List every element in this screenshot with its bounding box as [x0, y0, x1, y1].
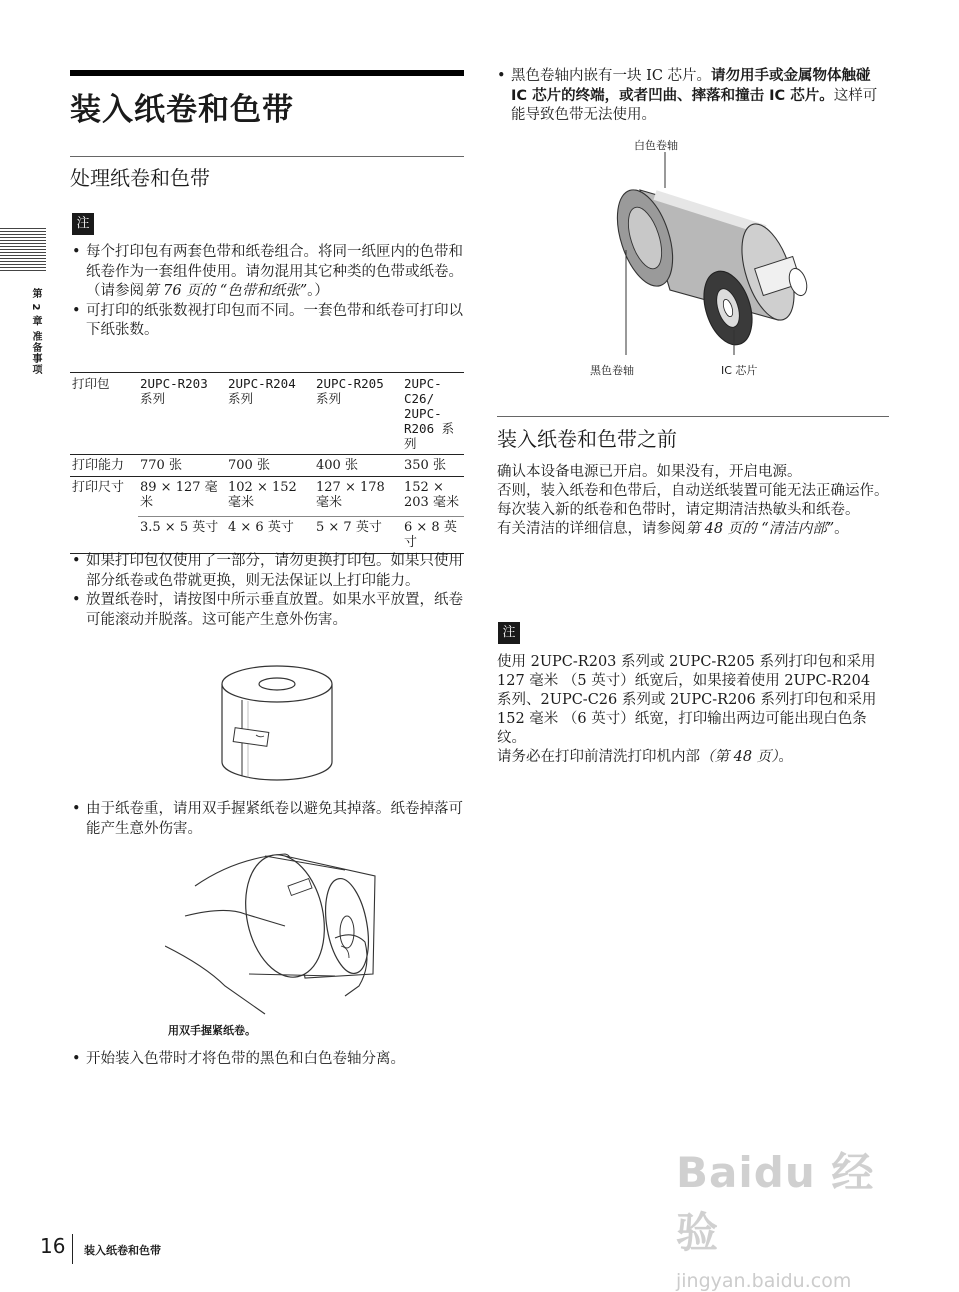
caution-list	[70, 552, 464, 630]
paragraph	[497, 748, 889, 767]
table-cell: 770 张	[140, 458, 182, 473]
chapter-tab-lines	[0, 228, 46, 272]
label-ic-chip: IC 芯片	[721, 364, 758, 377]
cross-reference-link[interactable]: 第 76 页的 “色带和纸张”	[144, 283, 308, 299]
section-rule	[70, 156, 464, 157]
list-item-text: 这样可能导致色带无法使用。	[511, 87, 878, 123]
table-row	[70, 477, 464, 517]
section-rule	[497, 416, 889, 417]
note-badge: 注	[498, 622, 520, 644]
table-header: 2UPC-R203 系列	[140, 376, 208, 406]
hands-holding-roll-illustration	[165, 846, 385, 1016]
paragraph: 每次装入新的纸卷和色带时，请定期清洁热敏头和纸卷。	[497, 502, 860, 518]
page-number: 16	[40, 1234, 66, 1258]
table-cell: 3.5 × 5 英寸	[138, 517, 226, 554]
table-header: 2UPC-R205 系列	[316, 376, 384, 406]
list-item	[70, 302, 464, 341]
section-heading: 处理纸卷和色带	[70, 166, 210, 190]
ic-chip-list	[495, 67, 891, 126]
watermark-url: jingyan.baidu.com	[676, 1270, 852, 1292]
note-list	[70, 243, 464, 341]
footer-title: 装入纸卷和色带	[84, 1244, 161, 1257]
table-header: 2UPC-C26/ 2UPC-R206 系列	[404, 376, 455, 451]
table-cell: 700 张	[228, 458, 270, 473]
table-cell: 400 张	[316, 458, 358, 473]
footer-divider	[72, 1234, 73, 1264]
list-item	[495, 67, 891, 126]
page-title: 装入纸卷和色带	[70, 92, 294, 128]
table-header: 打印包	[72, 376, 110, 391]
list-item	[70, 243, 464, 302]
caution-list	[70, 800, 464, 839]
cross-reference-link[interactable]: （第 48 页）	[700, 749, 779, 765]
table-cell: 4 × 6 英寸	[226, 517, 314, 554]
cross-reference-link[interactable]: 第 48 页的 “清洁内部”	[685, 521, 835, 537]
list-item: • 放置纸卷时，请按图中所示垂直放置。如果水平放置，纸卷可能滚动并脱落。这可能产生意外伤害。	[70, 591, 464, 630]
baidu-watermark	[676, 1140, 916, 1292]
paragraph-text: 。	[834, 521, 849, 537]
paragraph-text: 有关清洁的详细信息，请参阅	[497, 521, 686, 537]
paragraph-text: 请务必在打印前清洗打印机内部	[497, 749, 700, 765]
table-header-row	[70, 373, 464, 455]
paragraph	[497, 520, 889, 539]
list-item-tail: 。）	[307, 283, 329, 299]
table-cell: 6 × 8 英寸	[402, 517, 464, 554]
table-cell: 打印能力	[72, 458, 125, 473]
warning-text: 请勿用手或金属物体触碰 IC 芯片的终端，或者凹曲、摔落和撞击 IC 芯片。	[511, 68, 871, 104]
table-cell: 350 张	[404, 458, 446, 473]
title-rule	[70, 70, 464, 76]
print-capacity-table	[70, 372, 464, 554]
label-black-spool: 黑色卷轴	[590, 364, 634, 377]
caution-list	[70, 1050, 464, 1070]
section-body	[497, 463, 889, 539]
table-cell: 89 × 127 毫米	[140, 480, 218, 510]
note-body	[497, 653, 889, 767]
section-heading: 装入纸卷和色带之前	[497, 427, 677, 451]
paragraph: 使用 2UPC-R203 系列或 2UPC-R205 系列打印包和采用 127 毫米 （5 英寸）纸宽后，如果接着使用 2UPC-R204 系列、2UPC-C26 系列或 2UPC-R206 系列打印包和采用 152 毫米 （6 英寸）纸宽，打印输出两边可能出现白色条纹。	[497, 654, 877, 746]
table-cell: 打印尺寸	[72, 480, 125, 495]
ink-ribbon-illustration	[600, 150, 810, 362]
watermark-brand: Baidu 经验	[676, 1148, 875, 1257]
list-item: • 如果打印包仅使用了一部分，请勿更换打印包。如果只使用部分纸卷或色带就更换，则无法保证以上打印能力。	[70, 552, 464, 591]
label-white-spool: 白色卷轴	[634, 139, 678, 152]
chapter-tab-label: 第 2 章 准备事项	[30, 288, 41, 376]
table-cell: 102 × 152 毫米	[228, 480, 297, 510]
table-cell: 152 × 203 毫米	[404, 480, 459, 510]
upright-paper-roll-illustration	[212, 662, 342, 784]
list-item: • 开始装入色带时才将色带的黑色和白色卷轴分离。	[70, 1050, 464, 1070]
table-cell: 5 × 7 英寸	[314, 517, 402, 554]
illustration-caption: 用双手握紧纸卷。	[168, 1024, 256, 1037]
list-item-text: 黑色卷轴内嵌有一块 IC 芯片。	[511, 68, 712, 84]
list-item-text: 每个打印包有两套色带和纸卷组合。将同一纸匣内的色带和纸卷作为一套组件使用。请勿混用其它种类的色带或纸卷。（请参阅	[86, 244, 463, 299]
table-header: 2UPC-R204 系列	[228, 376, 296, 406]
paragraph: 否则，装入纸卷和色带后，自动送纸装置可能无法正确运作。	[497, 483, 889, 499]
list-item-text: 可打印的纸张数视打印包而不同。一套色带和纸卷可打印以下纸张数。	[86, 302, 463, 338]
list-item: • 由于纸卷重，请用双手握紧纸卷以避免其掉落。纸卷掉落可能产生意外伤害。	[70, 800, 464, 839]
paragraph-text: 。	[778, 749, 793, 765]
note-badge: 注	[72, 213, 94, 235]
paragraph: 确认本设备电源已开启。如果没有，开启电源。	[497, 464, 802, 480]
table-row	[70, 455, 464, 477]
table-cell: 127 × 178 毫米	[316, 480, 385, 510]
